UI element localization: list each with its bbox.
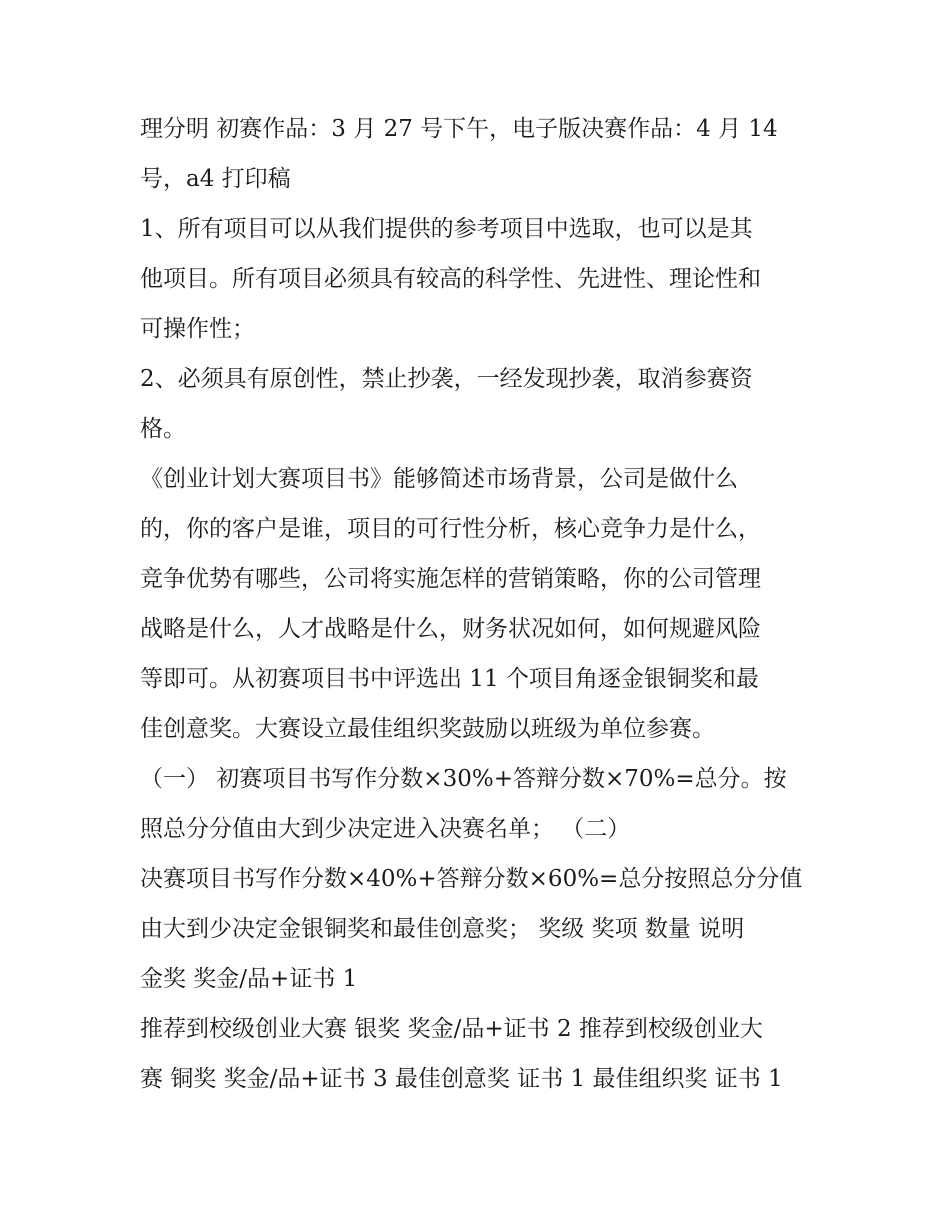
- text-line: 决赛项目书写作分数×40%+答辩分数×60%=总分按照总分分值: [140, 866, 803, 892]
- text-line: 战略是什么，人才战略是什么，财务状况如何，如何规避风险: [140, 616, 761, 642]
- text-line: 等即可。从初赛项目书中评选出 11 个项目角逐金银铜奖和最: [140, 666, 759, 692]
- text-line: 照总分分值由大到少决定进入决赛名单； （二）: [140, 816, 631, 842]
- text-line: 赛 铜奖 奖金/品+证书 3 最佳创意奖 证书 1 最佳组织奖 证书 1: [140, 1066, 783, 1092]
- text-line: 佳创意奖。大赛设立最佳组织奖鼓励以班级为单位参赛。: [140, 716, 715, 742]
- document-body: [140, 108, 820, 1108]
- text-line: 金奖 奖金/品+证书 1: [140, 966, 358, 992]
- text-line: 竞争优势有哪些，公司将实施怎样的营销策略，你的公司管理: [140, 566, 761, 592]
- text-line: （一） 初赛项目书写作分数×30%+答辩分数×70%=总分。按: [140, 766, 787, 792]
- text-line: 1、所有项目可以从我们提供的参考项目中选取，也可以是其: [140, 216, 753, 242]
- text-line: 可操作性；: [140, 316, 255, 342]
- text-line: 号，a4 打印稿: [140, 166, 291, 192]
- text-line: 格。: [140, 416, 186, 442]
- text-line: 他项目。所有项目必须具有较高的科学性、先进性、理论性和: [140, 266, 761, 292]
- text-line: 《创业计划大赛项目书》能够简述市场背景，公司是做什么: [140, 466, 738, 492]
- text-line: 由大到少决定金银铜奖和最佳创意奖； 奖级 奖项 数量 说明: [140, 916, 745, 942]
- text-line: 理分明 初赛作品：3 月 27 号下午，电子版决赛作品：4 月 14: [140, 116, 778, 142]
- text-line: 2、必须具有原创性，禁止抄袭，一经发现抄袭，取消参赛资: [140, 366, 753, 392]
- text-line: 推荐到校级创业大赛 银奖 奖金/品+证书 2 推荐到校级创业大: [140, 1016, 763, 1042]
- text-line: 的，你的客户是谁，项目的可行性分析，核心竞争力是什么，: [140, 516, 761, 542]
